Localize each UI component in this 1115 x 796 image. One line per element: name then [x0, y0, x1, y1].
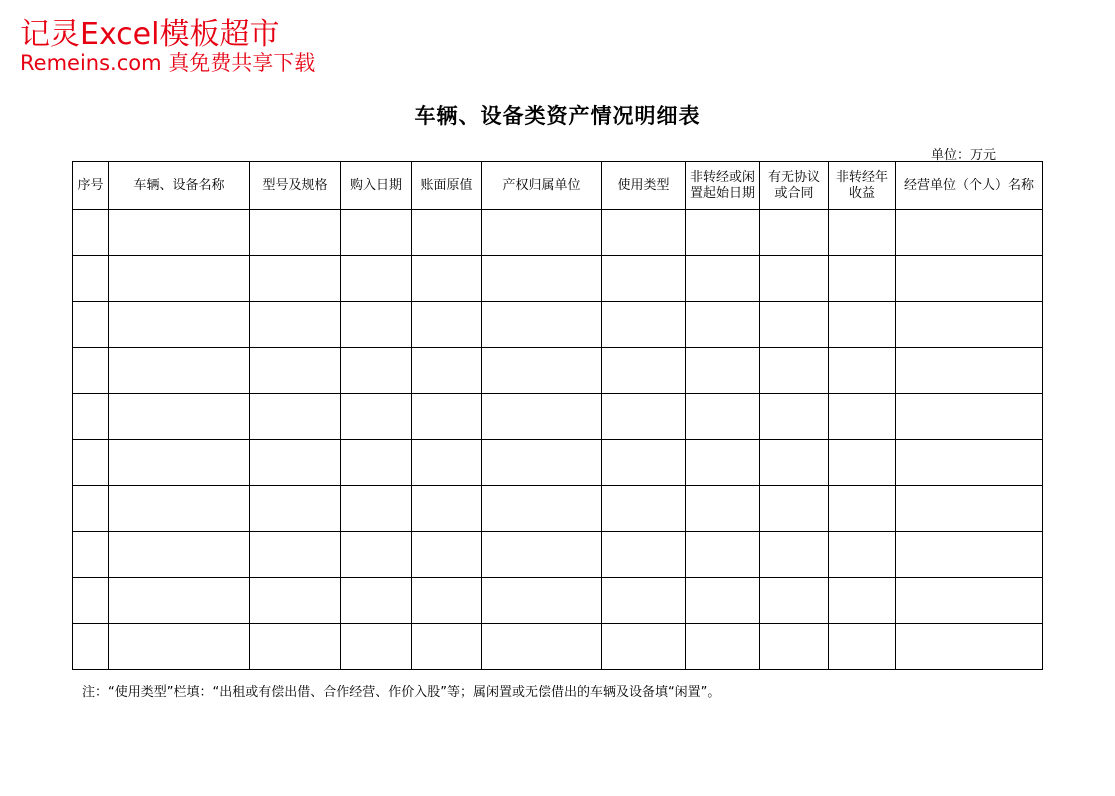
table-cell[interactable]: [73, 394, 109, 440]
table-cell[interactable]: [109, 532, 250, 578]
table-cell[interactable]: [760, 210, 829, 256]
table-cell[interactable]: [686, 624, 760, 670]
table-cell[interactable]: [109, 440, 250, 486]
table-cell[interactable]: [250, 302, 341, 348]
table-cell[interactable]: [73, 624, 109, 670]
table-cell[interactable]: [341, 624, 412, 670]
table-cell[interactable]: [482, 256, 602, 302]
table-cell[interactable]: [602, 348, 686, 394]
table-cell[interactable]: [602, 302, 686, 348]
table-cell[interactable]: [341, 348, 412, 394]
table-cell[interactable]: [829, 210, 896, 256]
table-cell[interactable]: [602, 210, 686, 256]
table-cell[interactable]: [109, 348, 250, 394]
table-cell[interactable]: [896, 486, 1043, 532]
table-cell[interactable]: [482, 394, 602, 440]
table-cell[interactable]: [412, 624, 482, 670]
column-header-index: 序号: [73, 162, 109, 210]
table-row: [73, 624, 1043, 670]
table-cell[interactable]: [482, 578, 602, 624]
table-cell[interactable]: [686, 486, 760, 532]
table-cell[interactable]: [760, 348, 829, 394]
table-cell[interactable]: [412, 210, 482, 256]
column-header-usage-type: 使用类型: [602, 162, 686, 210]
footnote: 注：“使用类型”栏填：“出租或有偿出借、合作经营、作价入股”等；属闲置或无偿借出的车辆及设备填“闲置”。: [82, 685, 721, 700]
table-cell[interactable]: [73, 486, 109, 532]
table-cell[interactable]: [760, 532, 829, 578]
table-cell[interactable]: [482, 624, 602, 670]
table-cell[interactable]: [686, 440, 760, 486]
table-cell[interactable]: [602, 532, 686, 578]
page-title: 车辆、设备类资产情况明细表: [414, 104, 701, 128]
table-cell[interactable]: [341, 532, 412, 578]
table-body: [73, 210, 1043, 670]
table-cell[interactable]: [602, 256, 686, 302]
table-cell[interactable]: [896, 624, 1043, 670]
table-row: [73, 394, 1043, 440]
table-cell[interactable]: [602, 394, 686, 440]
table-cell[interactable]: [482, 210, 602, 256]
table-row: [73, 302, 1043, 348]
table-cell[interactable]: [109, 578, 250, 624]
table-cell[interactable]: [250, 256, 341, 302]
table-cell[interactable]: [896, 394, 1043, 440]
table-cell[interactable]: [109, 486, 250, 532]
table-cell[interactable]: [250, 440, 341, 486]
table-cell[interactable]: [412, 532, 482, 578]
table-cell[interactable]: [760, 256, 829, 302]
table-cell[interactable]: [109, 302, 250, 348]
table-row: [73, 210, 1043, 256]
table-cell[interactable]: [412, 302, 482, 348]
table-cell[interactable]: [73, 302, 109, 348]
table-cell[interactable]: [73, 440, 109, 486]
table-cell[interactable]: [482, 440, 602, 486]
table-cell[interactable]: [760, 486, 829, 532]
table-cell[interactable]: [760, 624, 829, 670]
table-cell[interactable]: [341, 486, 412, 532]
table-row: [73, 532, 1043, 578]
table-cell[interactable]: [602, 440, 686, 486]
table-cell[interactable]: [829, 578, 896, 624]
table-cell[interactable]: [482, 486, 602, 532]
table-cell[interactable]: [829, 440, 896, 486]
table-cell[interactable]: [412, 440, 482, 486]
table-cell[interactable]: [341, 302, 412, 348]
table-cell[interactable]: [109, 624, 250, 670]
table-header-row: [73, 162, 1043, 210]
table-cell[interactable]: [686, 532, 760, 578]
table-cell[interactable]: [602, 578, 686, 624]
table-cell[interactable]: [896, 578, 1043, 624]
table-cell[interactable]: [341, 394, 412, 440]
unit-label: 单位：万元: [931, 148, 997, 163]
column-header-idle-start-date: 非转经或闲置起始日期: [686, 162, 760, 210]
column-header-model: 型号及规格: [250, 162, 341, 210]
table-cell[interactable]: [686, 302, 760, 348]
table-cell[interactable]: [482, 348, 602, 394]
table-row: [73, 578, 1043, 624]
table-cell[interactable]: [109, 210, 250, 256]
table-cell[interactable]: [412, 394, 482, 440]
table-cell[interactable]: [341, 578, 412, 624]
table-cell[interactable]: [341, 210, 412, 256]
table-cell[interactable]: [829, 394, 896, 440]
column-header-owner: 产权归属单位: [482, 162, 602, 210]
table-cell[interactable]: [250, 394, 341, 440]
table-cell[interactable]: [686, 210, 760, 256]
table-cell[interactable]: [896, 440, 1043, 486]
table-cell[interactable]: [250, 578, 341, 624]
table-cell[interactable]: [109, 256, 250, 302]
table-row: [73, 348, 1043, 394]
column-header-contract: 有无协议或合同: [760, 162, 829, 210]
table-cell[interactable]: [602, 624, 686, 670]
table-cell[interactable]: [829, 348, 896, 394]
table-cell[interactable]: [341, 256, 412, 302]
table-cell[interactable]: [686, 578, 760, 624]
table-cell[interactable]: [412, 578, 482, 624]
table-cell[interactable]: [73, 256, 109, 302]
table-cell[interactable]: [686, 348, 760, 394]
table-cell[interactable]: [250, 486, 341, 532]
table-cell[interactable]: [482, 532, 602, 578]
column-header-annual-income: 非转经年收益: [829, 162, 896, 210]
table-cell[interactable]: [250, 210, 341, 256]
table-cell[interactable]: [412, 486, 482, 532]
table-cell[interactable]: [73, 578, 109, 624]
table-cell[interactable]: [73, 532, 109, 578]
table-row: [73, 440, 1043, 486]
table-cell[interactable]: [686, 256, 760, 302]
asset-table: [72, 161, 1043, 670]
table-cell[interactable]: [896, 532, 1043, 578]
table-cell[interactable]: [829, 624, 896, 670]
table-cell[interactable]: [109, 394, 250, 440]
column-header-book-value: 账面原值: [412, 162, 482, 210]
watermark-title: 记灵Excel模板超市: [20, 17, 280, 52]
watermark-subtitle: Remeins.com 真免费共享下载: [20, 51, 316, 75]
table-cell[interactable]: [829, 532, 896, 578]
table-cell[interactable]: [760, 302, 829, 348]
table-cell[interactable]: [896, 302, 1043, 348]
table-cell[interactable]: [482, 302, 602, 348]
table-cell[interactable]: [760, 578, 829, 624]
table-cell[interactable]: [412, 256, 482, 302]
column-header-name: 车辆、设备名称: [109, 162, 250, 210]
table-cell[interactable]: [73, 348, 109, 394]
table-cell[interactable]: [341, 440, 412, 486]
table-cell[interactable]: [896, 348, 1043, 394]
table-cell[interactable]: [829, 256, 896, 302]
table-cell[interactable]: [412, 348, 482, 394]
table-cell[interactable]: [896, 210, 1043, 256]
table-cell[interactable]: [250, 532, 341, 578]
table-cell[interactable]: [829, 302, 896, 348]
table-cell[interactable]: [896, 256, 1043, 302]
column-header-operator: 经营单位（个人）名称: [896, 162, 1043, 210]
table-cell[interactable]: [829, 486, 896, 532]
table-cell[interactable]: [760, 440, 829, 486]
table-cell[interactable]: [760, 394, 829, 440]
table-row: [73, 486, 1043, 532]
table-cell[interactable]: [250, 624, 341, 670]
watermark-logo: [20, 17, 316, 75]
column-header-purchase-date: 购入日期: [341, 162, 412, 210]
table-cell[interactable]: [73, 210, 109, 256]
table-cell[interactable]: [602, 486, 686, 532]
table-cell[interactable]: [250, 348, 341, 394]
table-row: [73, 256, 1043, 302]
table-cell[interactable]: [686, 394, 760, 440]
